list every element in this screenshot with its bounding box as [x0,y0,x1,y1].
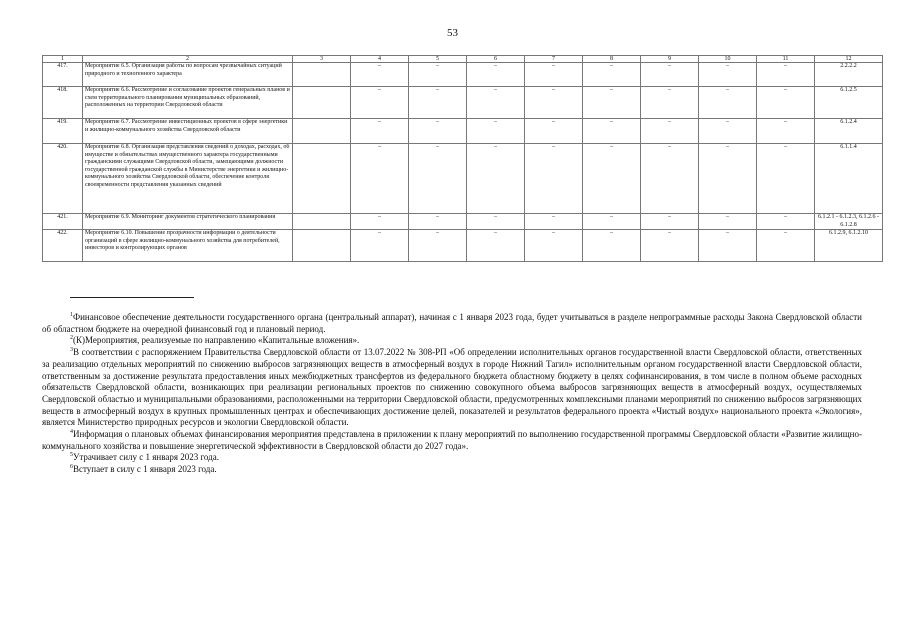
footnote-mark: 2 [70,335,73,342]
footnote [42,452,862,464]
cell: – [467,144,525,214]
cell: – [525,144,583,214]
page-number: 53 [447,27,458,39]
column-header: 2 [83,56,293,63]
table-row [43,230,883,262]
footnote [42,312,862,335]
cell: – [757,144,815,214]
footnote-mark: 5 [70,452,73,459]
footnote [42,464,862,476]
cell: – [641,119,699,144]
cell: – [409,87,467,119]
measure-title: Мероприятие 6.9. Мониторинг документов стратегического планирования [83,214,293,230]
cell: – [699,87,757,119]
cell: – [351,87,409,119]
cell: – [525,63,583,87]
column-header: 9 [641,56,699,63]
footnote-text: Вступает в силу с 1 января 2023 года. [73,464,217,475]
row-number: 420. [43,144,83,214]
column-header: 5 [409,56,467,63]
table-row [43,214,883,230]
cell: – [641,63,699,87]
column-header: 8 [583,56,641,63]
cell: – [641,144,699,214]
target-code: 6.1.2.5 [815,87,883,119]
cell: – [583,230,641,262]
target-code: 6.1.2.4 [815,119,883,144]
footnote-mark: 3 [70,347,73,354]
footnote-text: Утрачивает силу с 1 января 2023 года. [73,452,219,463]
column-header: 1 [43,56,83,63]
cell: – [641,230,699,262]
measure-title: Мероприятие 6.7. Рассмотрение инвестиционных проектов в сфере энергетики и жилищно-коммунального хозяйства Свердловской области [83,119,293,144]
target-code: 6.1.2.1 - 6.1.2.3, 6.1.2.6 - 6.1.2.8 [815,214,883,230]
cell: – [699,230,757,262]
cell: – [525,119,583,144]
row-number: 417. [43,63,83,87]
measure-title: Мероприятие 6.6. Рассмотрение и согласование проектов генеральных планов и схем территориального планирования муниципальных образований, расположенных на территории Свердловской области [83,87,293,119]
cell: – [351,119,409,144]
footnote-mark: 6 [70,464,73,471]
cell: – [757,230,815,262]
cell [293,119,351,144]
footnote [42,429,862,452]
cell: – [583,119,641,144]
cell: – [467,230,525,262]
cell: – [467,63,525,87]
footnote-mark: 4 [70,429,73,436]
cell: – [409,230,467,262]
cell: – [583,214,641,230]
column-header: 6 [467,56,525,63]
table-row [43,63,883,87]
table-row [43,87,883,119]
cell: – [409,119,467,144]
cell: – [583,144,641,214]
cell: – [467,119,525,144]
footnote-text: В соответствии с распоряжением Правительства Свердловской области от 13.07.2022 № 308-РП «Об определении исполнительных органов государственной власти Свердловской области, ответственных за реализацию отдельных мероприятий по снижению выбросов загрязняющих веществ в атмосферный воздух в городе Нижний Тагил» исполнительным органом государственной власти Свердловской области, ответственным за достижение результата предоставления иных межбюджетных трансфертов из федерального бюджета областному бюджету в целях софинансирования, в том числе в полном объеме расходных обязательств Свердловской области, возникающих при реализации региональных проектов по снижению совокупного объема выбросов загрязняющих веществ в атмосферный воздух, осуществляемых Свердловской областью и муниципальными образованиями, расположенными на территории Свердловской области, предусмотренных комплексными планами мероприятий по снижению выбросов загрязняющих веществ в атмосферный воздух в крупных промышленных центрах и обеспечивающих достижение целей, показателей и результатов федерального проекта «Чистый воздух» национального проекта «Экология», является Министерство природных ресурсов и экологии Свердловской области. [42,347,862,428]
table-row [43,119,883,144]
column-header: 4 [351,56,409,63]
cell: – [351,63,409,87]
cell: – [757,214,815,230]
target-code: 6.1.2.9, 6.1.2.10 [815,230,883,262]
cell: – [583,63,641,87]
measure-title: Мероприятие 6.10. Повышение прозрачности информации о деятельности организаций в сфере жилищно-коммунального хозяйства для потребителей, инвесторов и контролирующих органов [83,230,293,262]
cell: – [409,63,467,87]
cell: – [467,214,525,230]
footnote-separator [70,297,194,298]
target-code: 2.2.2.2 [815,63,883,87]
cell: – [351,144,409,214]
cell: – [583,87,641,119]
cell: – [467,87,525,119]
cell: – [525,230,583,262]
cell [293,87,351,119]
cell: – [409,144,467,214]
cell: – [699,63,757,87]
row-number: 421. [43,214,83,230]
row-number: 419. [43,119,83,144]
measure-title: Мероприятие 6.8. Организация представления сведений о доходах, расходах, об имуществе и обязательствах имущественного характера государственными гражданскими служащими Свердловской области, замещающими должности государственной гражданской службы в Министерстве энергетики и жилищно-коммунального хозяйства Свердловской области, обеспечение контроля своевременности представления указанных сведений [83,144,293,214]
cell [293,144,351,214]
column-header: 11 [757,56,815,63]
footnote-mark: 1 [70,312,73,318]
row-number: 418. [43,87,83,119]
footnote-text: Информация о плановых объемах финансирования мероприятия представлена в приложении к плану мероприятий по выполнению государственной программы Свердловской области «Развитие жилищно-коммунального хозяйства и повышение энергетической эффективности в Свердловской области до 2027 года». [42,429,862,451]
cell: – [757,63,815,87]
column-header: 12 [815,56,883,63]
row-number: 422. [43,230,83,262]
cell: – [351,230,409,262]
cell [293,230,351,262]
footnote-text: (К)Мероприятия, реализуемые по направлению «Капитальные вложения». [73,335,360,346]
footnote [42,335,862,347]
measures-table [42,55,883,262]
cell: – [699,119,757,144]
column-header: 3 [293,56,351,63]
cell: – [757,87,815,119]
cell: – [351,214,409,230]
cell [293,214,351,230]
footnote-text: Финансовое обеспечение деятельности государственного органа (центральный аппарат), начиная с 1 января 2023 года, будет учитываться в разделе непрограммные расходы Закона Свердловской области об областном бюджете на очередной финансовый год и плановый период. [42,312,862,334]
cell: – [525,214,583,230]
column-header: 7 [525,56,583,63]
cell: – [699,144,757,214]
cell [293,63,351,87]
target-code: 6.1.1.4 [815,144,883,214]
footnotes [42,312,862,476]
column-header: 10 [699,56,757,63]
cell: – [757,119,815,144]
cell: – [409,214,467,230]
cell: – [641,214,699,230]
measure-title: Мероприятие 6.5. Организация работы по вопросам чрезвычайных ситуаций природного и техногенного характера [83,63,293,87]
table-row [43,144,883,214]
cell: – [525,87,583,119]
footnote [42,347,862,429]
cell: – [641,87,699,119]
cell: – [699,214,757,230]
table-header-row [43,56,883,63]
